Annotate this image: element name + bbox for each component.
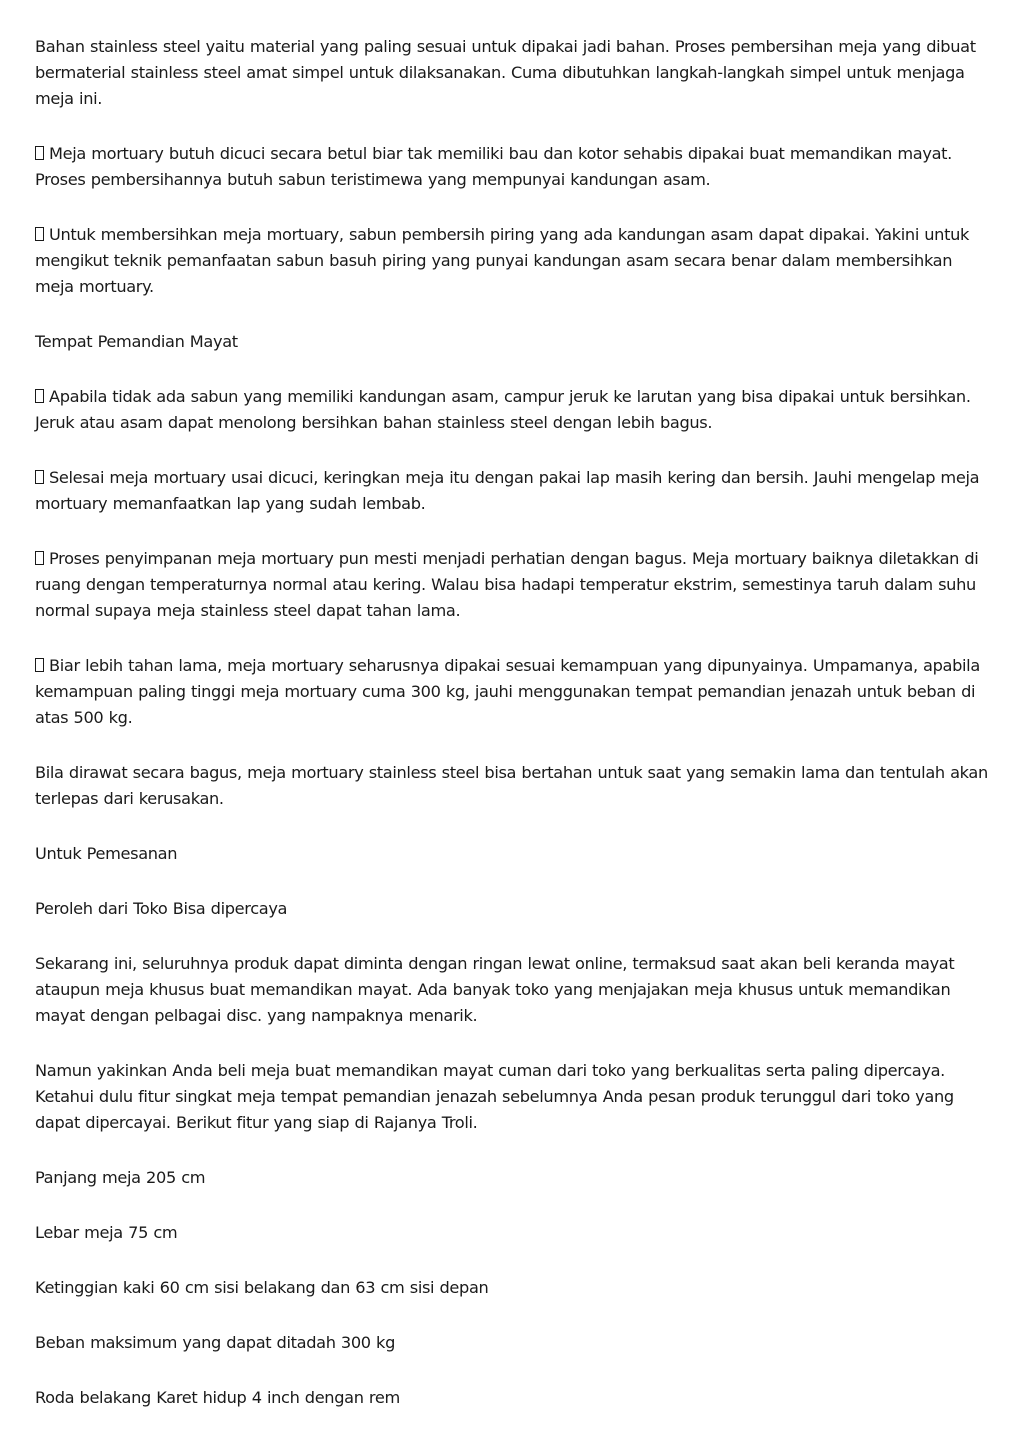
paragraph-text: Panjang meja 205 cm [35, 1168, 206, 1187]
bullet-paragraph [35, 546, 990, 624]
section-heading [35, 896, 990, 922]
missing-glyph-bullet-icon [35, 146, 44, 160]
paragraph-text: Proses penyimpanan meja mortuary pun mesti menjadi perhatian dengan bagus. Meja mortuary baiknya diletakkan di ruang dengan temperaturnya normal atau kering. Walau bisa hadapi temperatur ekstrim, semestinya taruh dalam suhu normal supaya meja stainless steel dapat tahan lama. [35, 549, 979, 620]
spec-line [35, 1165, 990, 1191]
paragraph-text: Bila dirawat secara bagus, meja mortuary stainless steel bisa bertahan untuk saat yang semakin lama dan tentulah akan terlepas dari kerusakan. [35, 763, 988, 808]
paragraph [35, 1058, 990, 1136]
missing-glyph-bullet-icon [35, 389, 44, 403]
paragraph-text: Untuk Pemesanan [35, 844, 178, 863]
spec-line [35, 1385, 990, 1411]
paragraph-text: Meja mortuary butuh dicuci secara betul biar tak memiliki bau dan kotor sehabis dipakai buat memandikan mayat. Proses pembersihannya butuh sabun teristimewa yang mempunyai kandungan asam. [35, 144, 952, 189]
paragraph-text: Lebar meja 75 cm [35, 1223, 178, 1242]
paragraph [35, 951, 990, 1029]
paragraph-text: Bahan stainless steel yaitu material yang paling sesuai untuk dipakai jadi bahan. Proses pembersihan meja yang dibuat bermaterial stainless steel amat simpel untuk dilaksanakan. Cuma dibutuhkan langkah-langkah simpel untuk menjaga meja ini. [35, 37, 976, 108]
bullet-paragraph [35, 222, 990, 300]
paragraph-text: Roda belakang Karet hidup 4 inch dengan rem [35, 1388, 400, 1407]
section-heading [35, 329, 990, 355]
bullet-paragraph [35, 653, 990, 731]
paragraph-text: Namun yakinkan Anda beli meja buat memandikan mayat cuman dari toko yang berkualitas serta paling dipercaya. Ketahui dulu fitur singkat meja tempat pemandian jenazah sebelumnya Anda pesan produk terunggul dari toko yang dapat dipercayai. Berikut fitur yang siap di Rajanya Troli. [35, 1061, 954, 1132]
missing-glyph-bullet-icon [35, 227, 44, 241]
missing-glyph-bullet-icon [35, 658, 44, 672]
spec-line [35, 1220, 990, 1246]
paragraph-text: Biar lebih tahan lama, meja mortuary seharusnya dipakai sesuai kemampuan yang dipunyainya. Umpamanya, apabila kemampuan paling tinggi meja mortuary cuma 300 kg, jauhi menggunakan tempat pemandian jenazah untuk beban di atas 500 kg. [35, 656, 980, 727]
paragraph-text: Apabila tidak ada sabun yang memiliki kandungan asam, campur jeruk ke larutan yang bisa dipakai untuk bersihkan. Jeruk atau asam dapat menolong bersihkan bahan stainless steel dengan lebih bagus. [35, 387, 971, 432]
paragraph [35, 760, 990, 812]
paragraph-text: Sekarang ini, seluruhnya produk dapat diminta dengan ringan lewat online, termaksud saat akan beli keranda mayat ataupun meja khusus buat memandikan mayat. Ada banyak toko yang menjajakan meja khusus untuk memandikan mayat dengan pelbagai disc. yang nampaknya menarik. [35, 954, 955, 1025]
bullet-paragraph [35, 465, 990, 517]
missing-glyph-bullet-icon [35, 470, 44, 484]
document-body [35, 34, 990, 1440]
paragraph-text: Beban maksimum yang dapat ditadah 300 kg [35, 1333, 395, 1352]
section-heading [35, 841, 990, 867]
paragraph-text: Tempat Pemandian Mayat [35, 332, 238, 351]
paragraph-text: Untuk membersihkan meja mortuary, sabun pembersih piring yang ada kandungan asam dapat dipakai. Yakini untuk mengikut teknik pemanfaatan sabun basuh piring yang punyai kandungan asam secara benar dalam membersihkan meja mortuary. [35, 225, 970, 296]
paragraph-text: Ketinggian kaki 60 cm sisi belakang dan 63 cm sisi depan [35, 1278, 489, 1297]
paragraph-text: Peroleh dari Toko Bisa dipercaya [35, 899, 288, 918]
bullet-paragraph [35, 141, 990, 193]
paragraph [35, 34, 990, 112]
bullet-paragraph [35, 384, 990, 436]
spec-line [35, 1275, 990, 1301]
missing-glyph-bullet-icon [35, 551, 44, 565]
paragraph-text: Selesai meja mortuary usai dicuci, keringkan meja itu dengan pakai lap masih kering dan bersih. Jauhi mengelap meja mortuary memanfaatkan lap yang sudah lembab. [35, 468, 980, 513]
spec-line [35, 1330, 990, 1356]
